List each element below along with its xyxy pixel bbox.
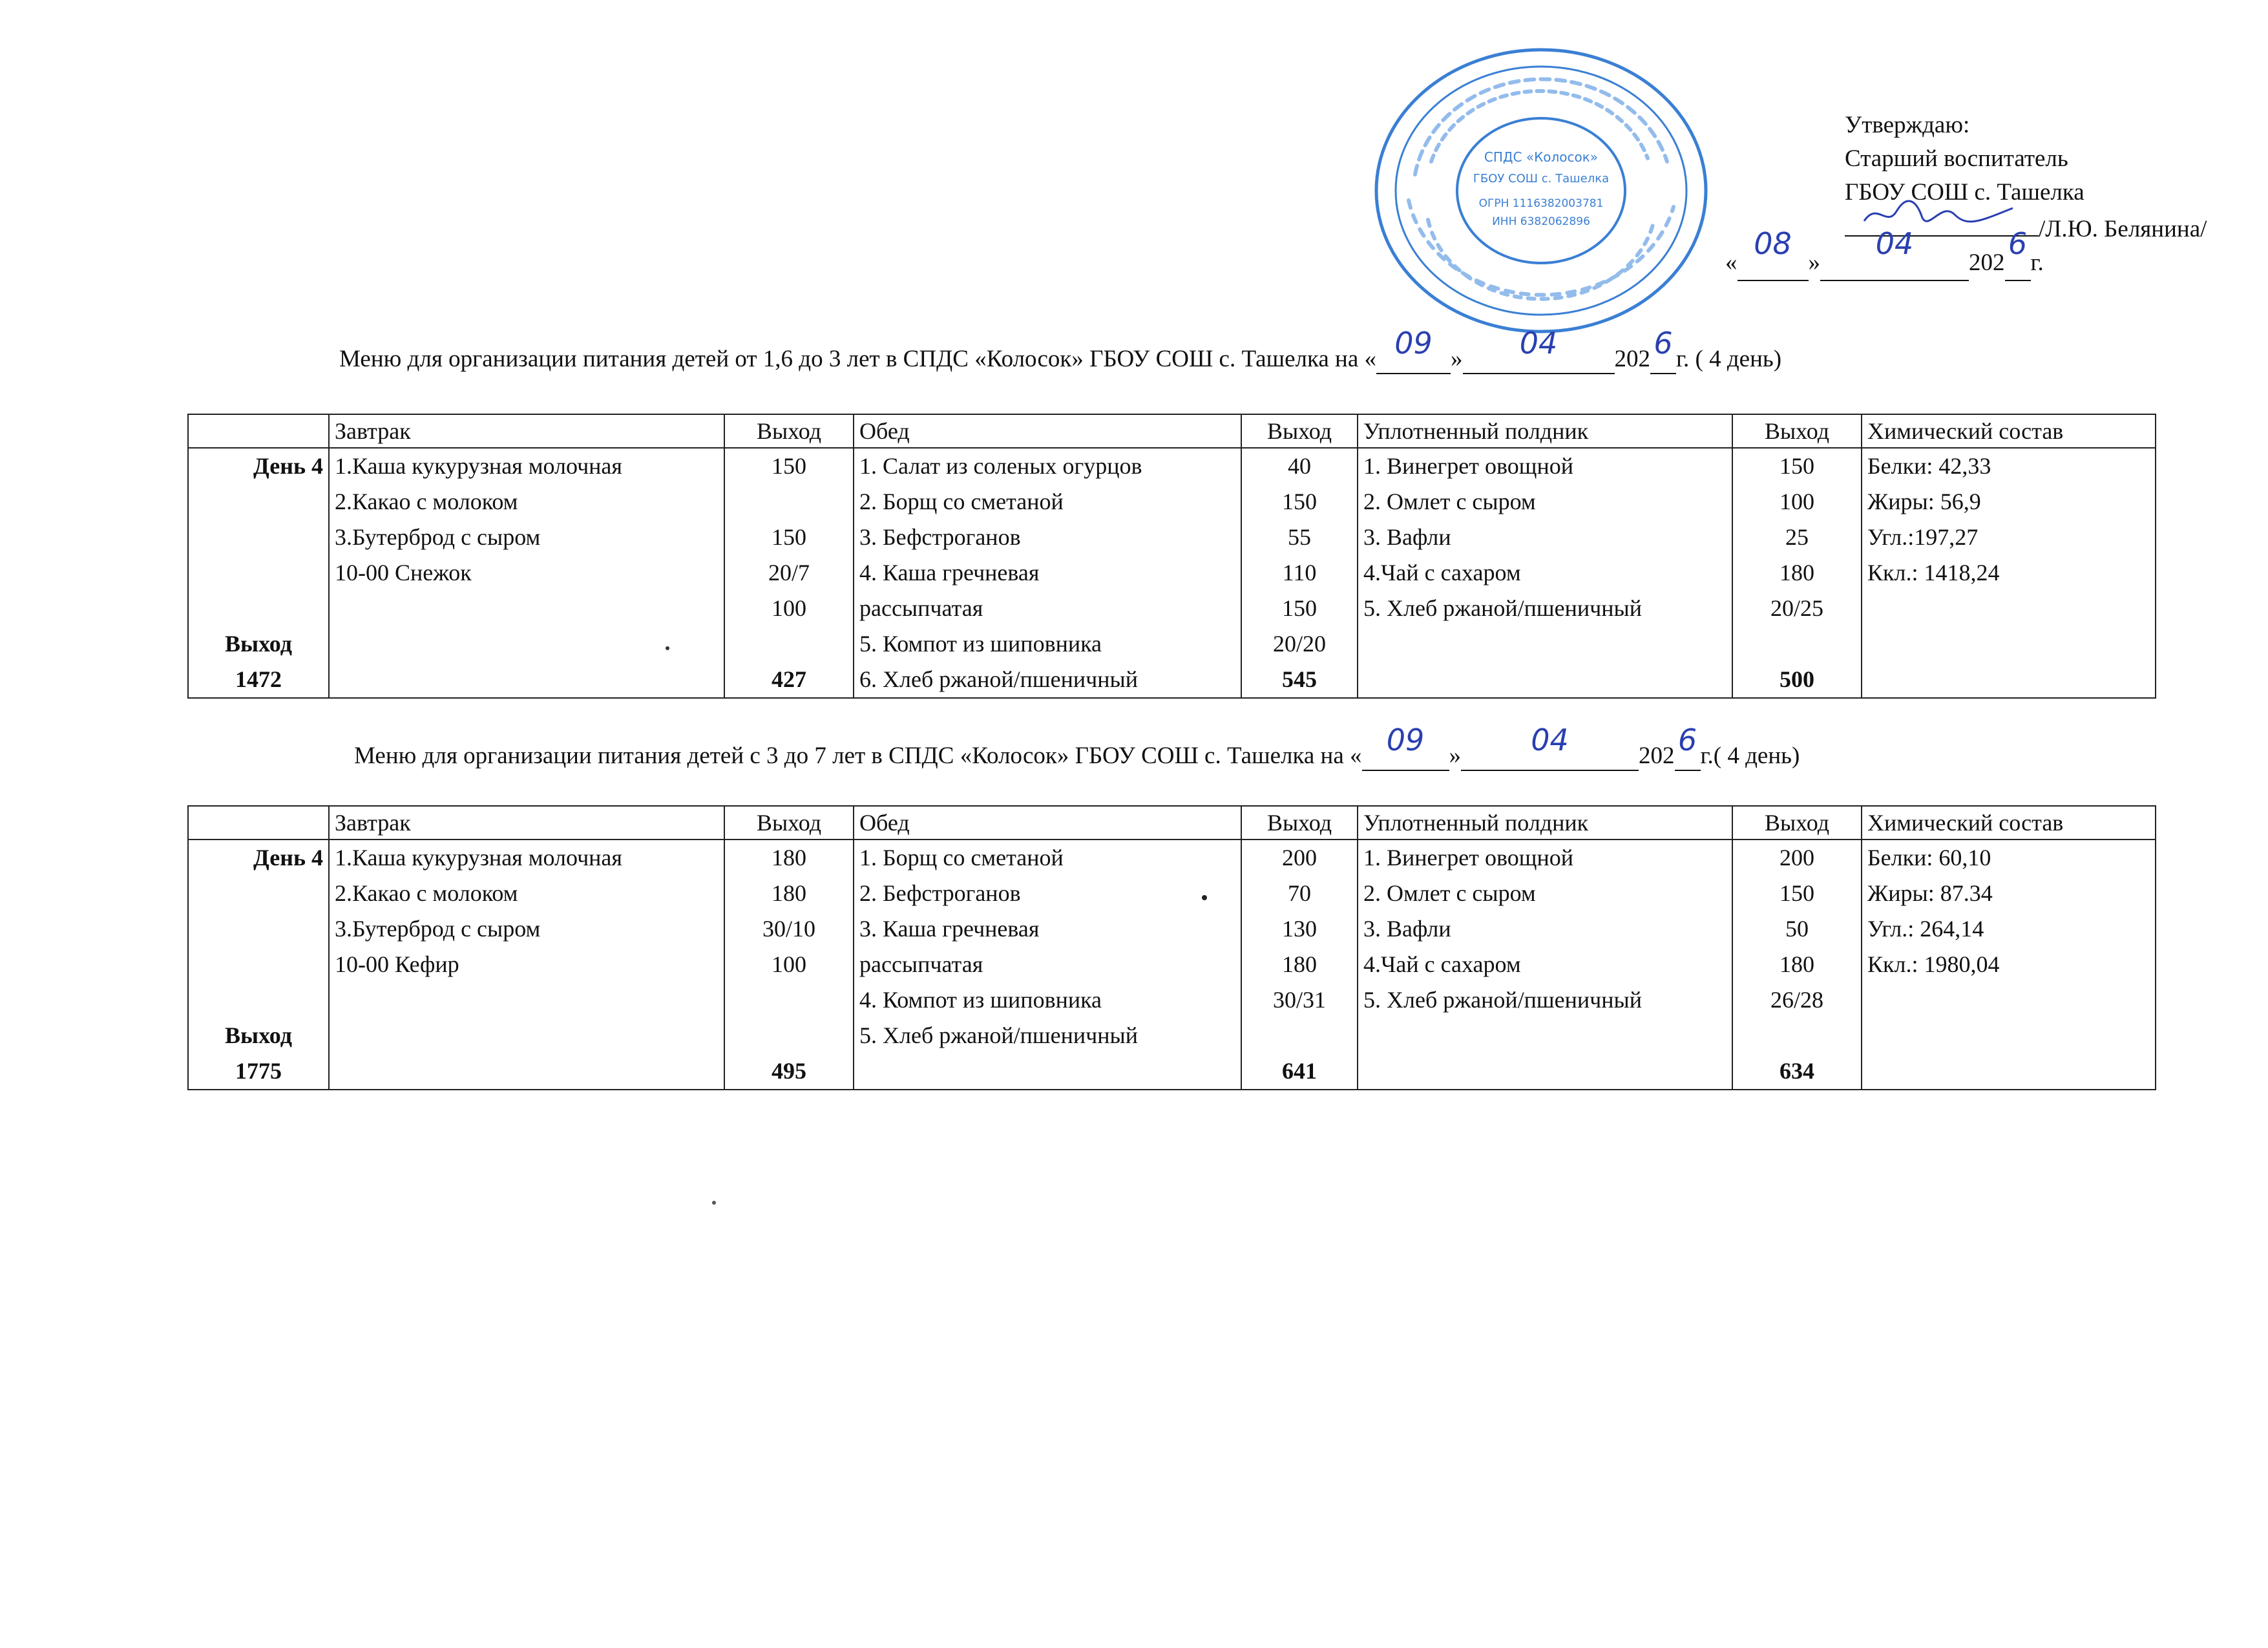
breakfast-output-list: 180 180 30/10 100 495	[730, 840, 848, 1089]
list-item: Угл.:197,27	[1867, 524, 1979, 550]
list-item: 1.Каша кукурузная молочная	[335, 453, 622, 479]
menu1-table	[187, 414, 2156, 699]
header-snack-output: Выход	[1732, 806, 1862, 840]
menu2-date-day: 09	[1386, 723, 1425, 757]
list-item: 1. Винегрет овощной	[1363, 453, 1574, 479]
header-lunch: Обед	[854, 414, 1241, 448]
list-item: Угл.: 264,14	[1867, 916, 1984, 942]
approval-position: Старший воспитатель	[1845, 145, 2068, 172]
lunch-total: 641	[1282, 1058, 1317, 1084]
list-item: 5. Хлеб ржаной/пшеничный	[1363, 595, 1642, 621]
stamp-line-3: ОГРН 1116382003781	[1478, 197, 1604, 210]
header-chemistry: Химический состав	[1862, 806, 2156, 840]
list-item: 5. Хлеб ржаной/пшеничный	[1363, 987, 1642, 1013]
list-item: Жиры: 56,9	[1867, 489, 1981, 514]
header-snack: Уплотненный полдник	[1358, 806, 1732, 840]
header-snack: Уплотненный полдник	[1358, 414, 1732, 448]
menu2-date-month: 04	[1531, 723, 1569, 757]
breakfast-total: 427	[772, 666, 806, 692]
scan-speck	[1202, 895, 1207, 900]
breakfast-list	[335, 449, 719, 591]
header-chemistry: Химический состав	[1862, 414, 2156, 448]
day-total-label: Выход	[225, 1022, 292, 1048]
menu2-table	[187, 805, 2156, 1090]
list-item: Белки: 60,10	[1867, 845, 1991, 871]
header-lunch-output: Выход	[1241, 806, 1358, 840]
chemistry-list	[1867, 840, 2150, 982]
header-lunch: Обед	[854, 806, 1241, 840]
list-item: 4. Каша гречневая	[859, 560, 1040, 586]
lunch-total: 545	[1282, 666, 1317, 692]
list-item: 2. Омлет с сыром	[1363, 489, 1536, 514]
day-total-label: Выход	[225, 631, 292, 657]
list-item: 2.Какао с молоком	[335, 880, 518, 906]
list-item: 10-00 Кефир	[335, 951, 459, 977]
approver-name: /Л.Ю. Белянина/	[2039, 216, 2207, 242]
day-total-value: 1472	[235, 666, 282, 692]
menu2-date-year-digit: 6	[1677, 723, 1697, 757]
approval-date-year-digit: 6	[2008, 226, 2028, 261]
list-item: 3.Бутерброд с сыром	[335, 916, 541, 942]
header-breakfast-output: Выход	[724, 414, 854, 448]
day-label: День 4	[253, 845, 323, 871]
list-item: Жиры: 87.34	[1867, 880, 1993, 906]
official-stamp	[1370, 45, 1712, 336]
list-item: 6. Хлеб ржаной/пшеничный	[859, 666, 1138, 692]
approval-block	[1725, 109, 2207, 281]
stamp-line-1: СПДС «Колосок»	[1484, 149, 1599, 165]
approval-date-day: 08	[1754, 226, 1792, 261]
list-item: 4. Компот из шиповника	[859, 987, 1102, 1013]
menu2-title: Меню для организации питания детей с 3 до 7 лет в СПДС «Колосок» ГБОУ СОШ с. Ташелка на « 09 » 04 202 6 г.( 4 день)	[354, 742, 1800, 771]
stamp-line-2: ГБОУ СОШ с. Ташелка	[1473, 172, 1610, 185]
list-item: 3. Каша гречневая	[859, 916, 1040, 942]
list-item: 3. Вафли	[1363, 916, 1451, 942]
breakfast-list	[335, 840, 719, 982]
list-item: Ккл.: 1418,24	[1867, 560, 2000, 586]
list-item: 2. Борщ со сметаной	[859, 489, 1064, 514]
list-item: 1.Каша кукурузная молочная	[335, 845, 622, 871]
list-item: Белки: 42,33	[1867, 453, 1991, 479]
scan-speck	[666, 646, 669, 650]
approval-heading: Утверждаю:	[1845, 112, 1970, 138]
list-item: 2. Бефстроганов	[859, 880, 1021, 906]
list-item: рассыпчатая	[859, 951, 983, 977]
menu1-header-row	[188, 414, 2156, 448]
menu1-day-row	[188, 448, 2156, 698]
snack-total: 500	[1780, 666, 1814, 692]
breakfast-total: 495	[772, 1058, 806, 1084]
approval-organization: ГБОУ СОШ с. Ташелка	[1845, 179, 2084, 206]
snack-list	[1363, 840, 1727, 1018]
snack-total: 634	[1780, 1058, 1814, 1084]
lunch-list	[859, 840, 1235, 1053]
list-item: 3. Бефстроганов	[859, 524, 1021, 550]
menu1-date-year-digit: 6	[1654, 326, 1673, 361]
list-item: 5. Компот из шиповника	[859, 631, 1102, 657]
snack-list	[1363, 449, 1727, 626]
list-item: 3. Вафли	[1363, 524, 1451, 550]
menu1-date-day: 09	[1394, 326, 1433, 361]
list-item: рассыпчатая	[859, 595, 983, 621]
snack-output-list: 150 100 25 180 20/25 500	[1738, 449, 1856, 697]
stamp-seal-icon	[1370, 45, 1712, 336]
list-item: 1. Салат из соленых огурцов	[859, 453, 1142, 479]
list-item: Ккл.: 1980,04	[1867, 951, 2000, 977]
day-label: День 4	[253, 453, 323, 479]
list-item: 2. Омлет с сыром	[1363, 880, 1536, 906]
list-item: 1. Винегрет овощной	[1363, 845, 1574, 871]
menu1-title: Меню для организации питания детей от 1,6 до 3 лет в СПДС «Колосок» ГБОУ СОШ с. Ташелка на « 09 » 04 202 6 г. ( 4 день)	[339, 345, 1781, 374]
list-item: 1. Борщ со сметаной	[859, 845, 1064, 871]
header-breakfast-output: Выход	[724, 806, 854, 840]
list-item: 3.Бутерброд с сыром	[335, 524, 541, 550]
menu1-date-month: 04	[1519, 326, 1558, 361]
snack-output-list: 200 150 50 180 26/28 634	[1738, 840, 1856, 1089]
scan-speck	[712, 1201, 716, 1205]
day-total-value: 1775	[235, 1058, 282, 1084]
menu2-header-row	[188, 806, 2156, 840]
list-item: 2.Какао с молоком	[335, 489, 518, 514]
list-item: 4.Чай с сахаром	[1363, 951, 1521, 977]
approval-date-month: 04	[1875, 226, 1914, 261]
lunch-output-list: 200 70 130 180 30/31 641	[1247, 840, 1352, 1089]
stamp-line-4: ИНН 6382062896	[1492, 215, 1590, 228]
lunch-output-list: 40 150 55 110 150 20/20 545	[1247, 449, 1352, 697]
list-item: 5. Хлеб ржаной/пшеничный	[859, 1022, 1138, 1048]
lunch-list	[859, 449, 1235, 697]
chemistry-list	[1867, 449, 2150, 591]
list-item: 10-00 Снежок	[335, 560, 472, 586]
header-breakfast: Завтрак	[329, 806, 724, 840]
breakfast-output-list: 150 150 20/7 100 427	[730, 449, 848, 697]
list-item: 4.Чай с сахаром	[1363, 560, 1521, 586]
header-snack-output: Выход	[1732, 414, 1862, 448]
header-breakfast: Завтрак	[329, 414, 724, 448]
header-lunch-output: Выход	[1241, 414, 1358, 448]
approval-date: « 08 » 04 202 6 г.	[1725, 246, 2207, 281]
menu2-day-row	[188, 840, 2156, 1090]
